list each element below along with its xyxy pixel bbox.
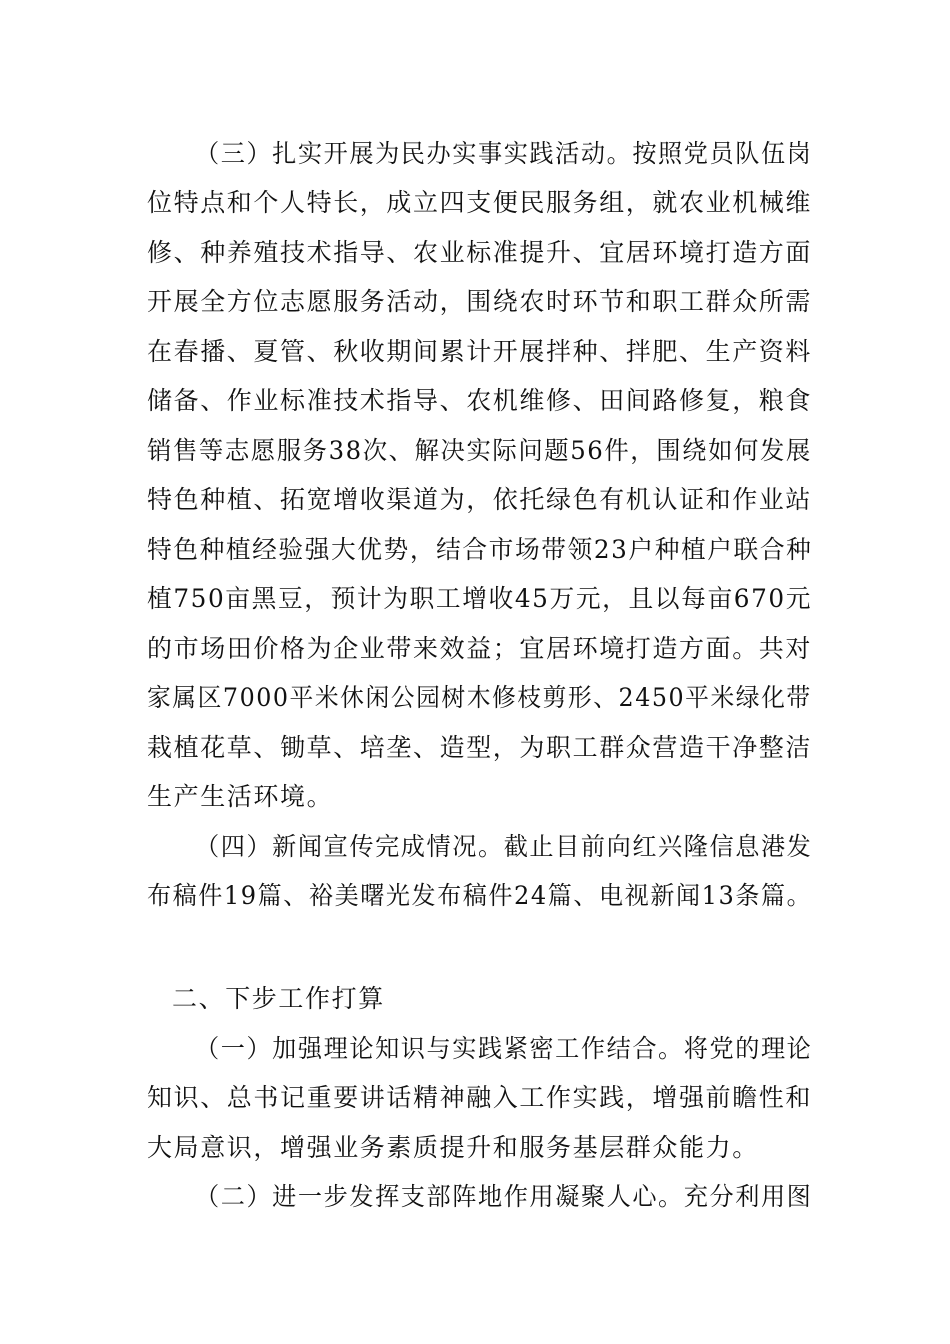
paragraph-line: 知识、总书记重要讲话精神融入工作实践，增强前瞻性和 (147, 1083, 813, 1112)
paragraph-line: 储备、作业标准技术指导、农机维修、田间路修复，粮食 (147, 386, 813, 415)
paragraph-line: 植750亩黑豆，预计为职工增收45万元，且以每亩670元 (147, 584, 813, 613)
paragraph-line: 修、种养殖技术指导、农业标准提升、宜居环境打造方面 (147, 238, 813, 267)
paragraph-line: 栽植花草、锄草、培垄、造型，为职工群众营造干净整洁 (147, 733, 813, 762)
paragraph-line: （二）进一步发挥支部阵地作用凝聚人心。充分利用图 (195, 1182, 813, 1211)
paragraph-line: 销售等志愿服务38次、解决实际问题56件，围绕如何发展 (147, 436, 812, 465)
paragraph-line: 的市场田价格为企业带来效益；宜居环境打造方面。共对 (147, 634, 813, 663)
paragraph-line: 开展全方位志愿服务活动，围绕农时环节和职工群众所需 (147, 287, 813, 316)
section-heading: 二、下步工作打算 (172, 984, 385, 1013)
paragraph-line: 特色种植经验强大优势，结合市场带领23户种植户联合种 (147, 535, 813, 564)
paragraph-line: 大局意识，增强业务素质提升和服务基层群众能力。 (147, 1133, 759, 1162)
paragraph-line: 布稿件19篇、裕美曙光发布稿件24篇、电视新闻13条篇。 (147, 881, 813, 910)
paragraph-line: （一）加强理论知识与实践紧密工作结合。将党的理论 (195, 1034, 813, 1063)
paragraph-line: 位特点和个人特长，成立四支便民服务组，就农业机械维 (147, 188, 813, 217)
paragraph-line: （三）扎实开展为民办实事实践活动。按照党员队伍岗 (195, 139, 813, 168)
paragraph-line: 在春播、夏管、秋收期间累计开展拌种、拌肥、生产资料 (147, 337, 813, 366)
paragraph-line: 生产生活环境。 (147, 782, 334, 811)
paragraph-line: 特色种植、拓宽增收渠道为，依托绿色有机认证和作业站 (147, 485, 813, 514)
paragraph-line: 家属区7000平米休闲公园树木修枝剪形、2450平米绿化带 (147, 683, 812, 712)
paragraph-line: （四）新闻宣传完成情况。截止目前向红兴隆信息港发 (195, 832, 813, 861)
